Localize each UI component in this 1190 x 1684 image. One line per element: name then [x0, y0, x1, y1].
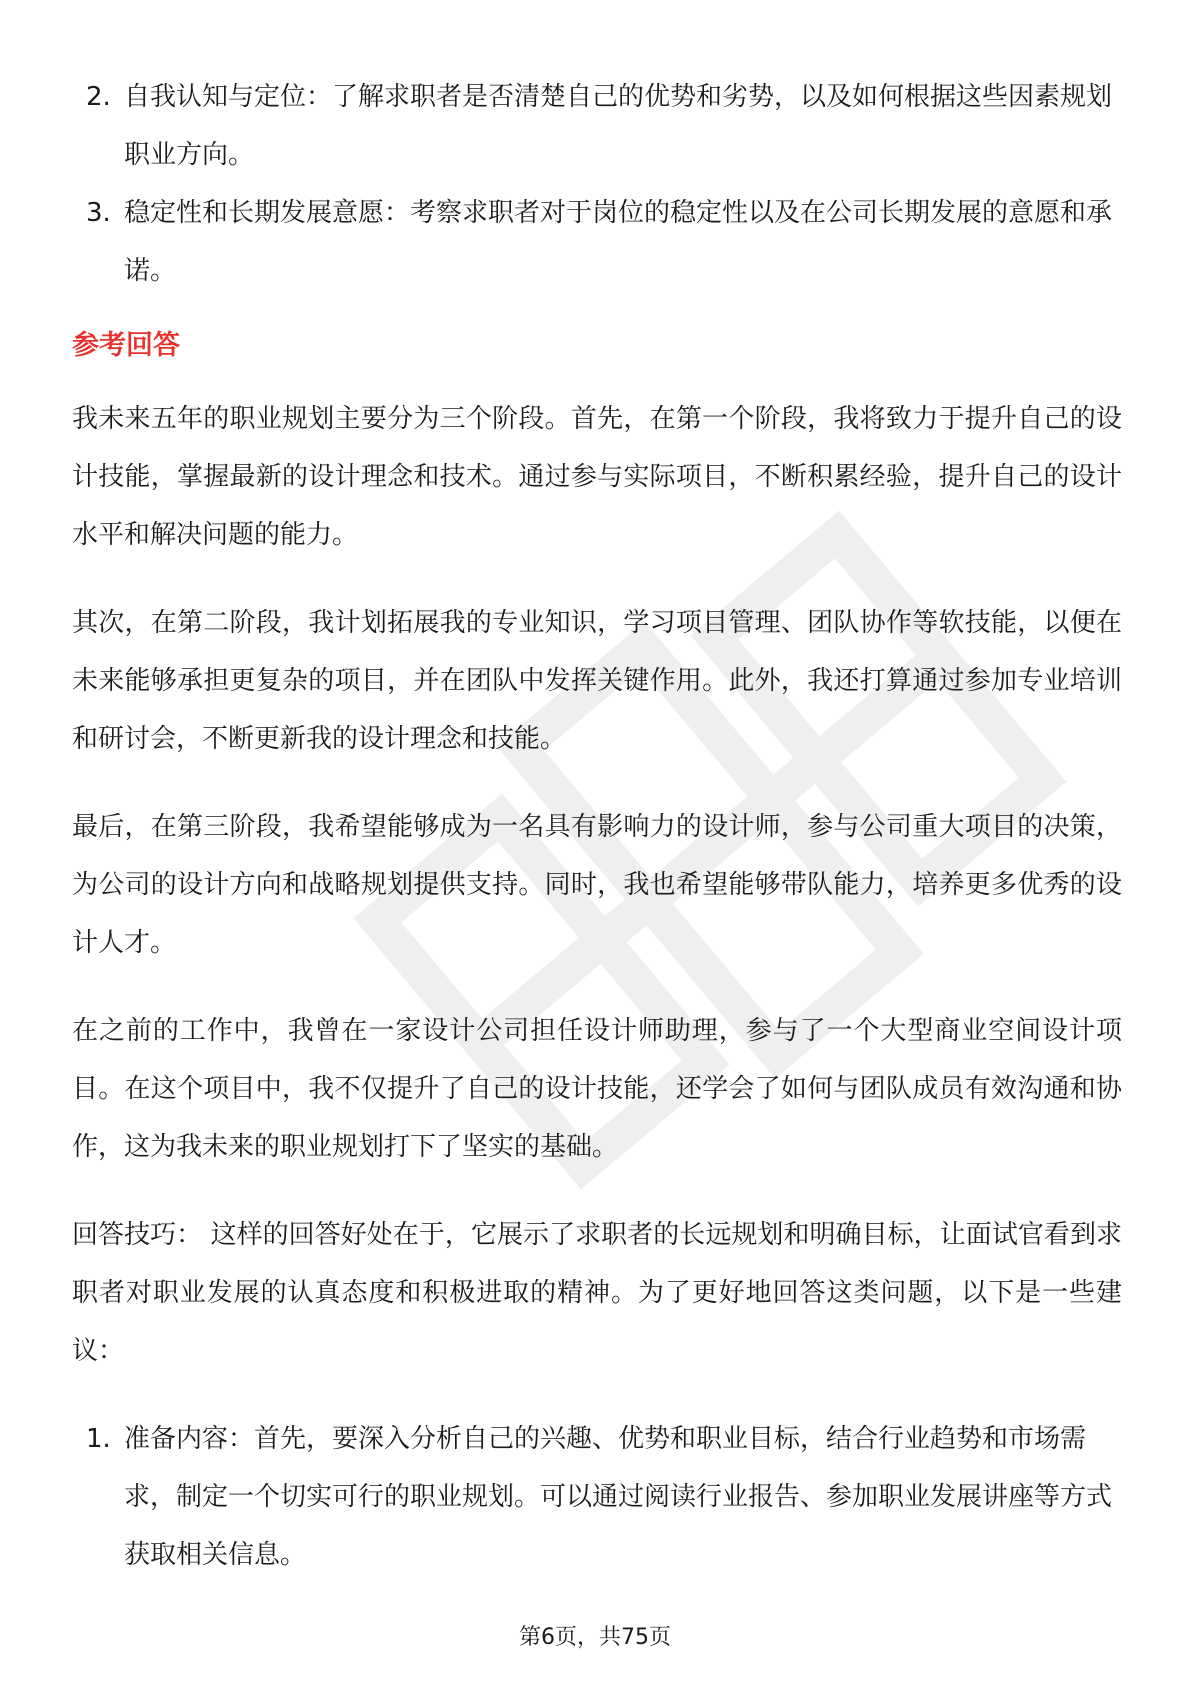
list-number: 1. [86, 1424, 111, 1454]
list-number: 3. [86, 198, 111, 228]
list-text: 自我认知与定位：了解求职者是否清楚自己的优势和劣势，以及如何根据这些因素规划职业方向。 [124, 82, 1113, 170]
list-item [72, 68, 1122, 184]
list-text: 稳定性和长期发展意愿：考察求职者对于岗位的稳定性以及在公司长期发展的意愿和承诺。 [124, 198, 1113, 286]
list-item [72, 1410, 1122, 1584]
paragraph: 我未来五年的职业规划主要分为三个阶段。首先，在第一个阶段，我将致力于提升自己的设计技能，掌握最新的设计理念和技术。通过参与实际项目，不断积累经验，提升自己的设计水平和解决问题的能力。 [72, 404, 1122, 550]
paragraph: 其次，在第二阶段，我计划拓展我的专业知识，学习项目管理、团队协作等软技能，以便在未来能够承担更复杂的项目，并在团队中发挥关键作用。此外，我还打算通过参加专业培训和研讨会，不断更新我的设计理念和技能。 [72, 608, 1122, 754]
list-number: 2. [86, 82, 111, 112]
page-number-footer: 第6页，共75页 [519, 1625, 671, 1650]
paragraph: 最后，在第三阶段，我希望能够成为一名具有影响力的设计师，参与公司重大项目的决策，为公司的设计方向和战略规划提供支持。同时，我也希望能够带队能力，培养更多优秀的设计人才。 [72, 812, 1122, 958]
bottom-numbered-list [72, 1410, 1122, 1584]
section-heading: 参考回答 [72, 330, 180, 361]
list-text: 准备内容：首先，要深入分析自己的兴趣、优势和职业目标，结合行业趋势和市场需求，制定一个切实可行的职业规划。可以通过阅读行业报告、参加职业发展讲座等方式获取相关信息。 [124, 1424, 1113, 1570]
paragraph: 在之前的工作中，我曾在一家设计公司担任设计师助理，参与了一个大型商业空间设计项目。在这个项目中，我不仅提升了自己的设计技能，还学会了如何与团队成员有效沟通和协作，这为我未来的职业规划打下了坚实的基础。 [72, 1016, 1122, 1162]
top-numbered-list [72, 68, 1122, 300]
paragraph: 回答技巧： 这样的回答好处在于，它展示了求职者的长远规划和明确目标，让面试官看到求职者对职业发展的认真态度和积极进取的精神。为了更好地回答这类问题，以下是一些建议： [72, 1220, 1122, 1366]
list-item [72, 184, 1122, 300]
document-content [72, 68, 1122, 1584]
